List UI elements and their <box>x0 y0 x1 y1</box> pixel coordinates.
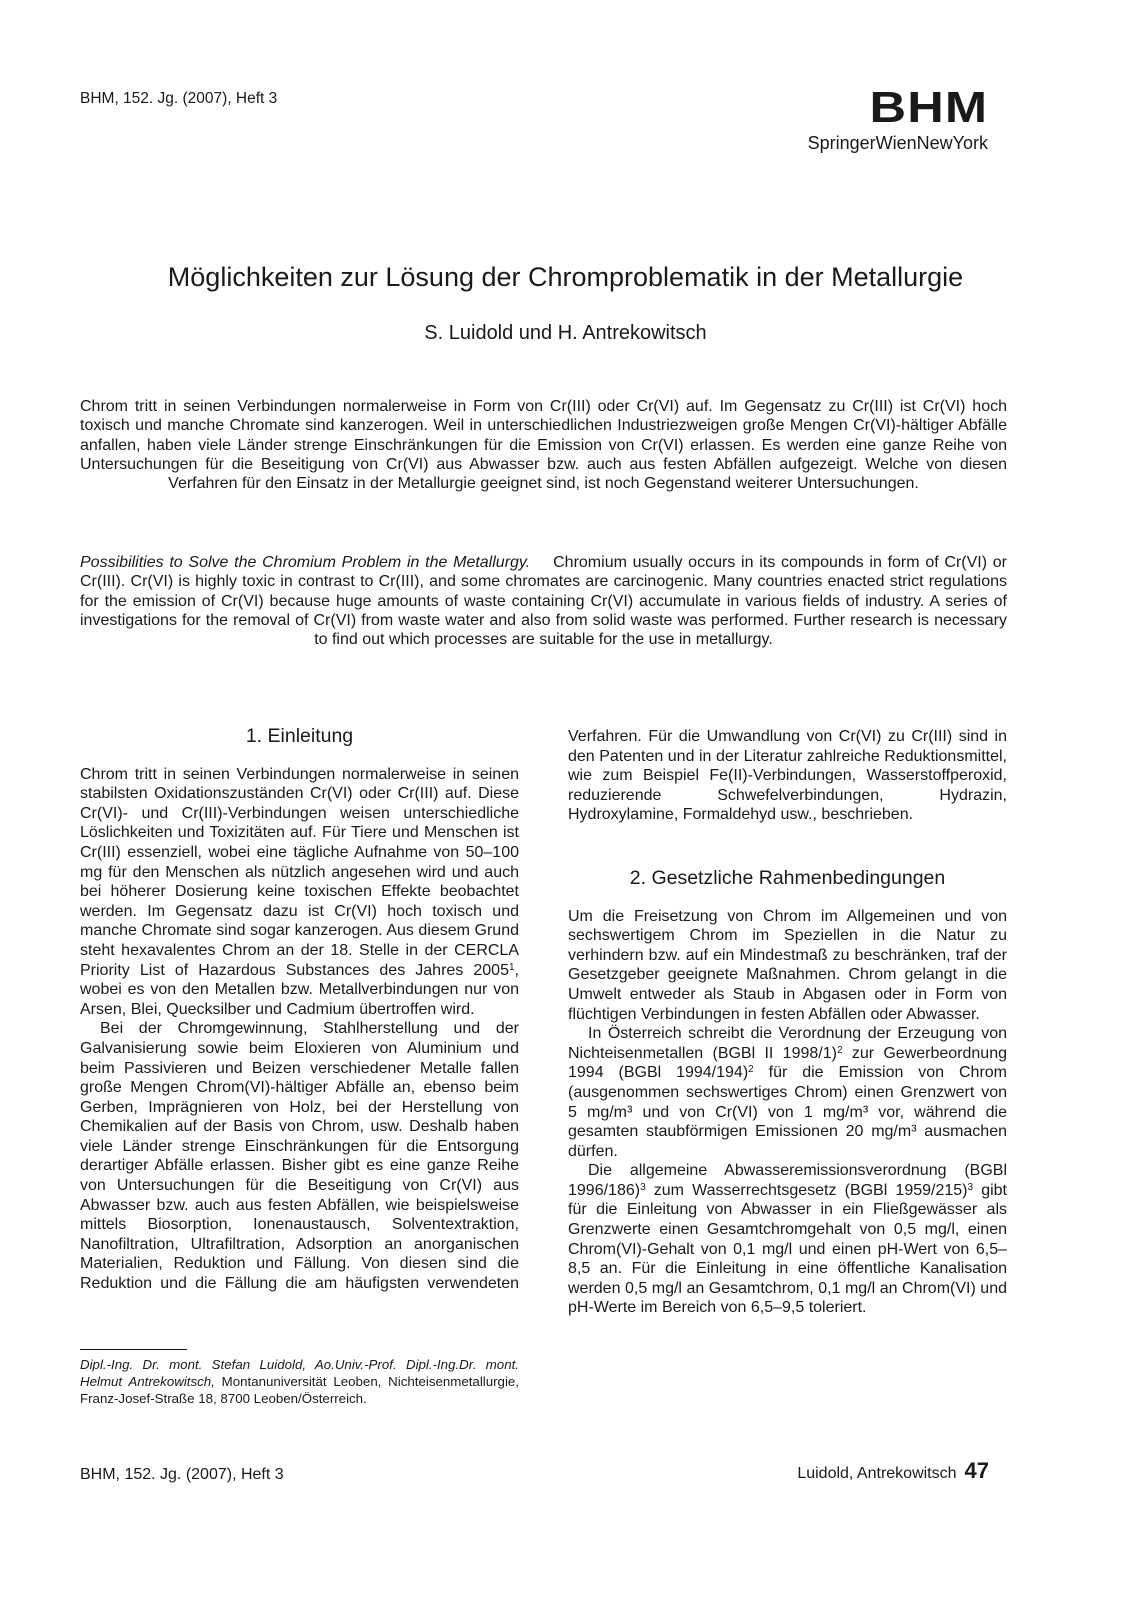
footer-right <box>797 1458 989 1484</box>
section-heading-introduction: 1. Einleitung <box>245 725 354 747</box>
footnote-ref: 2 <box>836 1044 843 1056</box>
footnote-ref: 1 <box>508 961 515 973</box>
paragraph: Bei der Chromgewinnung, Stahlherstellung und der Galvanisierung sowie beim Eloxieren von Aluminium und beim Passivieren und Beizen verschiedener Metalle fallen große Mengen Chrom(VI)-hältiger Abfälle an, ebenso beim Gerben, Imprägnieren von Holz, bei der Herstellung von Chemikalien auf der Basis von Chrom, usw. Deshalb haben viele Länder strenge Einschränkungen für die Entsorgung derartiger Abfälle erlassen. Bisher gibt es eine ganze Reihe von Untersuchungen für die Beseitigung von Cr(VI) aus Abwasser bzw. auch aus festen Abfällen, wie beispielsweise mittels Biosorption, Ionenaustausch, Solventextraktion, Nanofiltration, Ultrafiltration, Adsorption an anorganischen Materialien, Reduktion und Fällung. Von diesen sind die Reduktion und die Fällung die am häufigsten verwendeten <box>80 1020 519 1293</box>
paragraph: Chrom tritt in seinen Verbindungen normalerweise in seinen stabilsten Oxidationszuständen Cr(VI) oder Cr(III) auf. Diese Cr(VI)- und Cr(III)-Verbindungen weisen unterschiedliche Löslichkeiten und Toxizitäten auf. Für Tiere und Menschen ist Cr(III) essenziell, wobei eine tägliche Aufnahme von 50–100 mg für den Menschen als nützlich angesehen wird und auch bei höherer Dosierung keine toxischen Effekte beobachtet werden. Im Gegensatz dazu ist Cr(VI) hoch toxisch und manche Chromate sind sogar kanzerogen. Aus diesem Grund steht hexavalentes Chrom an der 18. Stelle in der CERCLA Priority List of Hazardous Substances des Jahres 2005$^1$, wobei es von den Metallen bzw. Metallverbindungen nur von Arsen, Blei, Quecksilber und Cadmium übertroffen wird. <box>80 765 519 1018</box>
footnote-authors: Dipl.-Ing. Dr. mont. Stefan Luidold, Ao.Univ.-Prof. Dipl.-Ing.Dr. mont. Helmut Antrekowitsch, <box>80 1357 519 1389</box>
abstract-english-title: Possibilities to Solve the Chromium Problem in the Metallurgy. <box>80 554 531 571</box>
paragraph-continued: Verfahren. Für die Umwandlung von Cr(VI) zu Cr(III) sind in den Patenten und in der Literatur zahlreiche Reduktionsmittel, wie zum Beispiel Fe(II)-Verbindungen, Wasserstoffperoxid, reduzierende Schwefelverbindungen, Hydrazin, Hydroxylamine, Formaldehyd usw., beschrieben. <box>568 728 1007 824</box>
column-left <box>80 727 519 1294</box>
abstract-english <box>80 553 1007 649</box>
footnote-affiliation: Montanuniversität Leoben, Nichteisenmetallurgie, Franz-Josef-Straße 18, 8700 Leoben/Österreich. <box>80 1374 519 1406</box>
publisher-name: SpringerWienNewYork <box>807 133 988 153</box>
footer-journal-ref: BHM, 152. Jg. (2007), Heft 3 <box>80 1466 284 1483</box>
author-footnote <box>80 1356 519 1407</box>
footnote-ref: 2 <box>748 1064 754 1076</box>
abstract-german: Chrom tritt in seinen Verbindungen normalerweise in Form von Cr(III) oder Cr(VI) auf. Im Gegensatz zu Cr(III) ist Cr(VI) hoch toxisch und manche Chromate sind kanzerogen. Weil in unterschiedlichen Industriezweigen große Mengen Cr(VI)-hältiger Abfälle anfallen, haben viele Länder strenge Einschränkungen für die Emission von Cr(VI) erlassen. Es werden eine ganze Reihe von Untersuchungen für die Beseitigung von Cr(VI) aus Abwasser bzw. auch aus festen Abfällen aufgezeigt. Welche von diesen Verfahren für den Einsatz in der Metallurgie geeignet sind, ist noch Gegenstand weiterer Untersuchungen. <box>80 398 1007 493</box>
journal-logo: BHM <box>869 83 988 132</box>
footer-authors: Luidold, Antrekowitsch <box>797 1465 957 1482</box>
article-authors: S. Luidold und H. Antrekowitsch <box>424 322 707 344</box>
header-journal-ref: BHM, 152. Jg. (2007), Heft 3 <box>80 90 278 107</box>
paragraph: Um die Freisetzung von Chrom im Allgemeinen und von sechswertigem Chrom im Speziellen in die Natur zu verhindern bzw. auf ein Mindestmaß zu beschränken, traf der Gesetzgeber geeignete Maßnahmen. Chrom gelangt in die Umwelt entweder als Staub in Abgasen oder in Form von flüchtigen Verbindungen in festen Abfällen oder Abwasser. <box>568 907 1007 1023</box>
page-number: 47 <box>964 1458 989 1483</box>
article-title: Möglichkeiten zur Lösung der Chromproblematik in der Metallurgie <box>167 262 964 292</box>
section-heading-legal-framework: 2. Gesetzliche Rahmenbedingungen <box>629 866 946 889</box>
paragraph: Die allgemeine Abwasseremissionsverordnung (BGBl 1996/186)$^3$ zum Wasserrechtsgesetz (BGBl 1959/215)$^3$ gibt für die Einleitung von Abwasser in ein Fließgewässer als Grenzwerte einen Gesamtchromgehalt von 0,5 mg/l, einen Chrom(VI)-Gehalt von 0,1 mg/l und einen pH-Wert von 6,5–8,5 an. Für die Einleitung in eine öffentliche Kanalisation werden 0,5 mg/l an Gesamtchrom, 0,1 mg/l an Chrom(VI) und pH-Werte im Bereich von 6,5–9,5 toleriert. <box>568 1162 1007 1317</box>
footnote-divider <box>80 1349 187 1350</box>
footnote-ref: 3 <box>967 1181 974 1193</box>
footnote-ref: 3 <box>640 1181 646 1193</box>
column-right <box>568 727 1007 1318</box>
paragraph: In Österreich schreibt die Verordnung der Erzeugung von Nichteisenmetallen (BGBl II 1998/1)$^2$ zur Gewerbeordnung 1994 (BGBl 1994/194)$^2$ für die Emission von Chrom (ausgenommen sechswertiges Chrom) einen Grenzwert von 5 mg/m³ und von Cr(VI) von 1 mg/m³ vor, während die gesamten staubförmigen Emissionen 20 mg/m³ ausmachen dürfen. <box>568 1025 1008 1160</box>
abstract-english-text: Chromium usually occurs in its compounds in form of Cr(VI) or Cr(III). Cr(VI) is highly toxic in contrast to Cr(III), and some chromates are carcinogenic. Many countries enacted strict regulations for the emission of Cr(VI) because huge amounts of waste containing Cr(VI) accumulate in various fields of industry. A series of investigations for the removal of Cr(VI) from waste water and also from solid waste was performed. Further research is necessary to find out which processes are suitable for the use in metallurgy. <box>80 554 1008 649</box>
